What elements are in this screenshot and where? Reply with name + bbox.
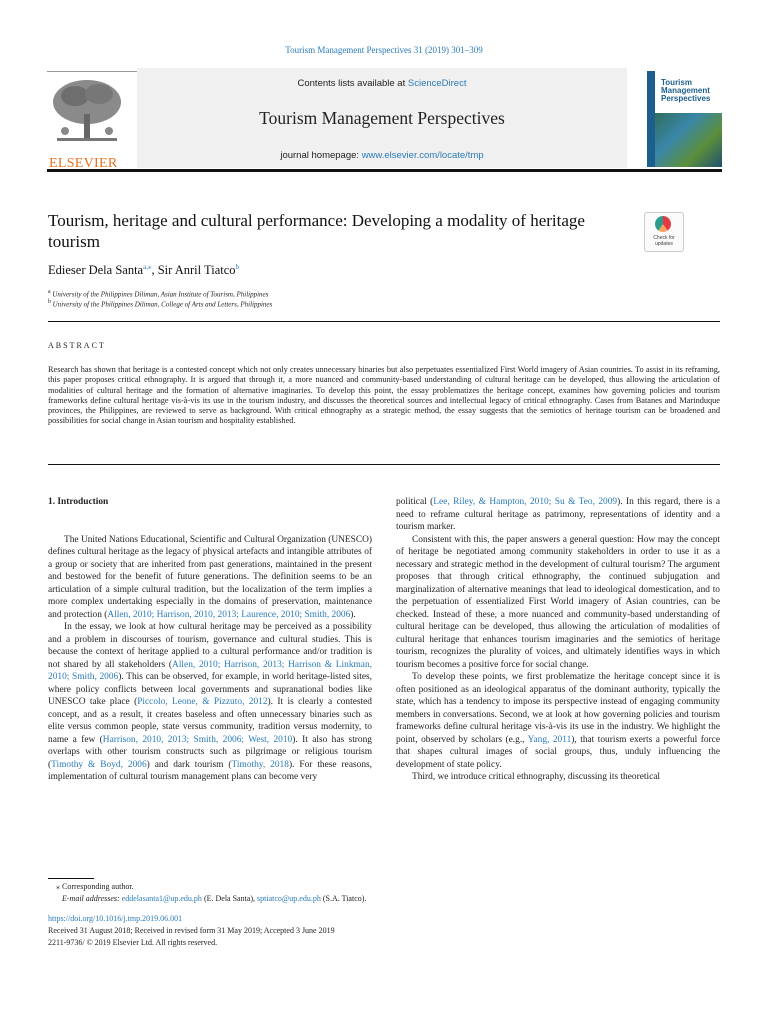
- paragraph-3: Consistent with this, the paper answers a general question: How may the concept of heritage be negotiated among community stakeholders in order to use it as a necessary and strategic method in the development of cultural tourism? The argument proposes that through critical ethnography, the continued subjugation and marginalization of alternative meanings that lead to ideological domestication, and to the perpetuation of essentialized First World imagery of Asian countries, can be checked. Instead of these, a more nuanced and community-based understanding of cultural heritage can be developed, thus allowing the articulation of modalities of cultural heritage that enhances tourism imaginaries and the semiotics of heritage tourism, recognizes the plurality of voices, and ultimately identifies ways in which tourism becomes a positive force for social change.: [396, 534, 720, 670]
- journal-header: [47, 68, 722, 172]
- paragraph-2-text: ) and dark tourism (: [146, 759, 232, 770]
- paragraph-4: [396, 671, 720, 771]
- citation-link[interactable]: Lee, Riley, & Hampton, 2010; Su & Teo, 2009: [433, 497, 618, 507]
- affiliation-b-marker: b: [48, 299, 51, 305]
- email-1-link[interactable]: eddelasanta1@up.edu.ph: [121, 894, 202, 903]
- citation-link[interactable]: Yang, 2011: [527, 734, 572, 745]
- cover-title-line-3: Perspectives: [661, 94, 711, 103]
- sciencedirect-link[interactable]: ScienceDirect: [407, 78, 467, 89]
- citation-link[interactable]: Timothy, 2018: [231, 759, 289, 770]
- journal-homepage-line: [137, 150, 627, 161]
- paragraph-4-text: ), that tourism exerts a powerful force that shapes cultural images of social groups, thus, unduly influencing the development of state policy.: [396, 734, 720, 770]
- affiliation-a: [48, 289, 268, 298]
- elsevier-logo[interactable]: [47, 76, 127, 171]
- author-list: [48, 263, 239, 278]
- citation-link[interactable]: Harrison, 2010, 2013; Smith, 2006; West, 2010: [102, 734, 293, 745]
- paragraph-2-text: ). It also has strong overlaps with other tourism constructs such as pilgrimage or religious tourism (: [48, 734, 372, 770]
- body-column-left: [48, 496, 372, 784]
- citation-link[interactable]: Allen, 2010; Harrison, 2010, 2013; Laurence, 2010; Smith, 2006: [107, 609, 351, 620]
- cover-title: [661, 79, 710, 103]
- doi-link[interactable]: https://doi.org/10.1016/j.tmp.2019.06.001: [48, 914, 183, 923]
- affiliation-b-text: University of the Philippines Diliman, College of Arts and Letters, Philippines: [50, 300, 273, 309]
- header-center-panel: [137, 68, 627, 168]
- paragraph-continued-text: ). In this regard, there is a need to reframe cultural heritage as patrimony, representations of identity and a tourism marker.: [396, 497, 720, 532]
- author-1-name: Edieser Dela Santa: [48, 263, 144, 278]
- paragraph-1-text: The United Nations Educational, Scientific and Cultural Organization (UNESCO) defines cultural heritage as the legacy of physical artefacts and intangible attributes of a group or society that are inherited from past generations, maintained in the present and bestowed for the benefit of future generations. The definition seems to be an articulation of a simple cultural tradition, but the localization of the term implies a more complex undertaking especially in the domains of preservation, maintenance and protection (: [48, 534, 372, 620]
- homepage-prefix: journal homepage:: [280, 150, 362, 161]
- paragraph-2-text: ). For these reasons, implementation of cultural tourism management plans can become very: [48, 759, 372, 782]
- abstract-bottom-rule: [48, 464, 720, 465]
- crossmark-icon: [655, 216, 671, 232]
- paragraph-2: [48, 621, 372, 784]
- corresponding-text: Corresponding author.: [60, 882, 134, 891]
- paragraph-2-text: ). This can be observed, for example, in world heritage-listed sites, where policy conflicts between local governments and supranational bodies like UNESCO take place (: [48, 672, 372, 707]
- body-column-right: [396, 496, 720, 784]
- affiliation-a-marker: a: [48, 289, 51, 295]
- citation-link[interactable]: Piccolo, Leone, & Pizzuto, 2012: [137, 697, 268, 707]
- article-title: Tourism, heritage and cultural performance: Developing a modality of heritage tourism: [48, 211, 585, 251]
- author-1-affiliation-link[interactable]: a,⁎: [143, 263, 152, 271]
- journal-cover-thumbnail[interactable]: [647, 71, 722, 167]
- contents-available-line: [137, 78, 627, 89]
- contents-prefix: Contents lists available at: [297, 78, 408, 89]
- received-dates: Received 31 August 2018; Received in revised form 31 May 2019; Accepted 3 June 2019: [48, 926, 335, 935]
- copyright-line: 2211-9736/ © 2019 Elsevier Ltd. All rights reserved.: [48, 938, 218, 947]
- paragraph-2-text: ). It is clearly a contested concept, and as a result, it creates baseless and often unnecessary binaries such as elite versus common people, state versus community, tradition versus modernity, to name a few (: [48, 697, 372, 745]
- check-for-updates-button[interactable]: [644, 212, 684, 252]
- journal-title: Tourism Management Perspectives: [259, 108, 505, 128]
- corresponding-marker: ⁎: [56, 882, 60, 891]
- abstract-top-rule: [48, 321, 720, 322]
- corresponding-author-note: [56, 882, 134, 891]
- paragraph-continued-text: political (: [396, 497, 434, 507]
- author-2-affiliation-link[interactable]: b: [235, 263, 240, 271]
- check-updates-label: [645, 235, 683, 247]
- email-addresses: [62, 894, 366, 903]
- email-2-link[interactable]: sptiatco@up.edu.ph: [257, 894, 321, 903]
- check-updates-line-2: updates: [655, 241, 673, 247]
- section-heading-introduction: 1. Introduction: [48, 497, 109, 507]
- author-2-name: Sir Anril Tiatco: [157, 263, 236, 278]
- paragraph-4-text: To develop these points, we first problematize the heritage concept since it is often positioned as an ideological apparatus of the dominant authority, typically the state, which has a tendency to impose its perspective instead of engaging community members in conversations. Second, we at look at how governing policies and tourism frameworks define cultural heritage vis-à-vis its use in the industry. We highlight the point, observed by scholars (e.g.,: [396, 672, 720, 745]
- paragraph-2-text: In the essay, we look at how cultural heritage may be perceived as a possibility and a problem in discourses of tourism, governance and cultural studies. This is because the context of heritage applied to a cultural performance and/or tradition is not shared by all stakeholders (: [48, 622, 372, 670]
- citation-link[interactable]: Allen, 2010; Harrison, 2013; Harrison & Linkman, 2010; Smith, 2006: [48, 659, 372, 682]
- elsevier-wordmark: ELSEVIER: [49, 156, 118, 171]
- affiliation-a-text: University of the Philippines Diliman, Asian Institute of Tourism, Philippines: [50, 290, 269, 299]
- cover-photo: [647, 113, 722, 167]
- abstract-text: Research has shown that heritage is a contested concept which not only creates unnecessary binaries but also perpetuates essentialized First World imagery of Asian countries. To assist in its reframing, this paper proposes critical ethnography. It is argued that through it, a more nuanced and community-based understanding of cultural heritage can be developed, thus allowing the articulation of modalities of cultural heritage and the formation of alternative imaginaries. To develop this point, the essay problematizes the heritage concept, examines how governing policies and tourism frameworks define cultural heritage vis-à-vis its use in the tourism industry, and discusses the theoretical sources and intellectual legacy of critical ethnography. Cases from Batanes and Marinduque provinces, the Philippines, are reviewed to serve as background. With critical ethnography as a strategic method, the essay suggests that the semiotics of heritage tourism can be broadened and possibilities for social change in Asian tourism and hospitality established.: [48, 365, 720, 426]
- paragraph-continued: [396, 496, 720, 534]
- citation-link[interactable]: Timothy & Boyd, 2006: [51, 759, 147, 770]
- paragraph-1: [48, 534, 372, 622]
- affiliation-b: [48, 299, 272, 308]
- cover-side-bar: [647, 71, 655, 167]
- email-2-owner: (S.A. Tiatco).: [320, 894, 367, 903]
- email-1-owner: (E. Dela Santa),: [201, 894, 258, 903]
- cover-title-line-1: Tourism: [661, 78, 692, 87]
- paragraph-5: Third, we introduce critical ethnography, discussing its theoretical: [412, 772, 661, 782]
- elsevier-tree-icon: [47, 76, 127, 148]
- abstract-heading: ABSTRACT: [48, 341, 106, 350]
- cover-title-line-2: Management: [661, 86, 710, 95]
- journal-citation-link[interactable]: Tourism Management Perspectives 31 (2019) 301–309: [285, 45, 483, 55]
- paragraph-1-end: ).: [350, 609, 356, 620]
- header-bottom-rule: [47, 169, 722, 172]
- author-separator: ,: [151, 263, 158, 278]
- check-updates-line-1: Check for: [653, 235, 675, 241]
- journal-homepage-link[interactable]: www.elsevier.com/locate/tmp: [361, 150, 484, 161]
- email-label: E-mail addresses:: [62, 894, 122, 903]
- footnote-rule: [48, 878, 94, 879]
